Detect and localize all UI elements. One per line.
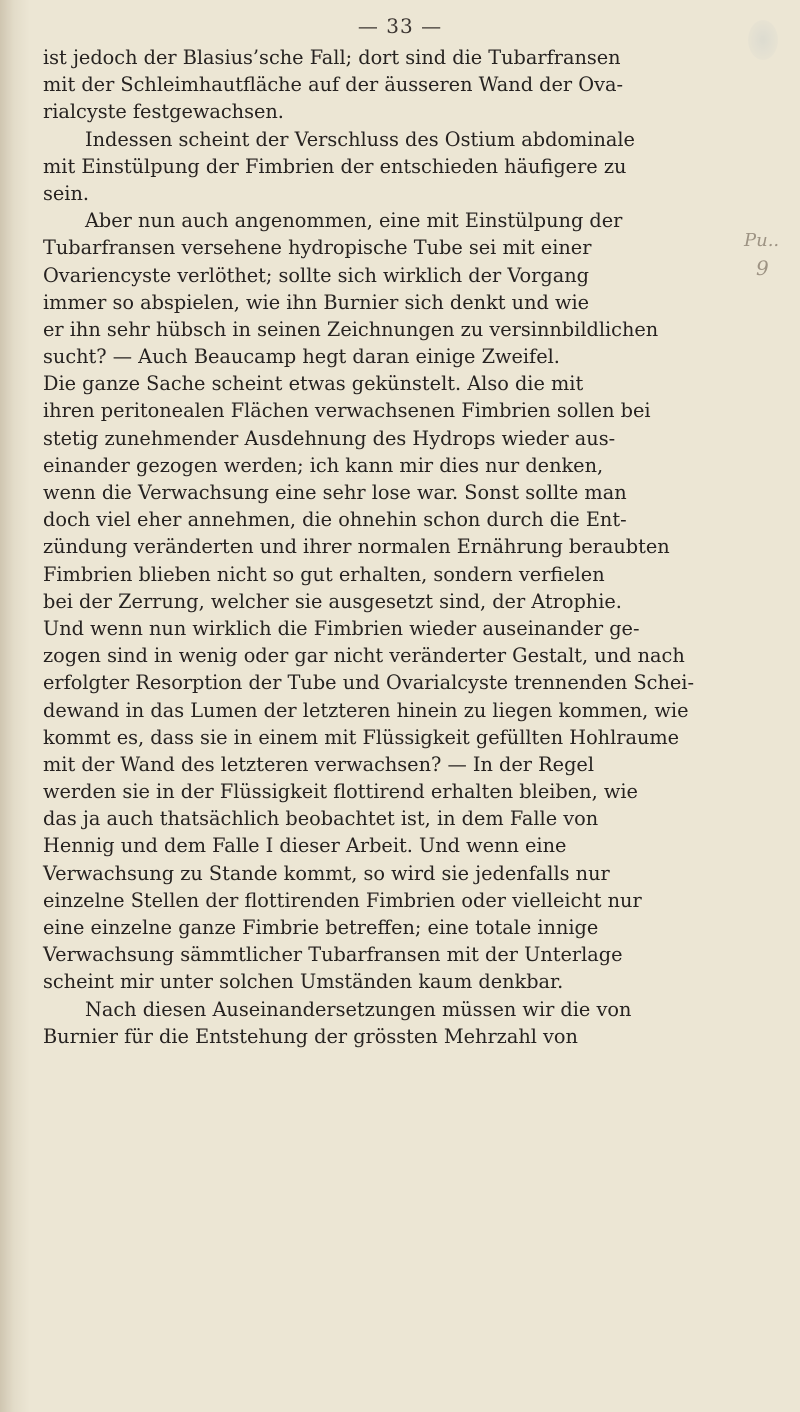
margin-annotation: Pu.. <box>744 230 780 251</box>
text-line: einzelne Stellen der flottirenden Fimbrien oder vielleicht nur <box>43 888 642 912</box>
text-line: Burnier für die Entstehung der grössten Mehrzahl von <box>43 1024 578 1048</box>
text-line: sucht? — Auch Beaucamp hegt daran einige Zweifel. <box>43 345 560 369</box>
margin-annotation: 9 <box>756 256 769 280</box>
text-line: Verwachsung sämmtlicher Tubarfransen mit der Unterlage <box>43 943 623 967</box>
text-line: einander gezogen werden; ich kann mir dies nur denken, <box>43 453 604 477</box>
text-line: ist jedoch der Blasius’sche Fall; dort sind die Tubarfransen <box>43 46 621 69</box>
text-line: kommt es, dass sie in einem mit Flüssigkeit gefüllten Hohlraume <box>43 725 680 749</box>
text-line: mit Einstülpung der Fimbrien der entschieden häufigere zu <box>43 154 627 178</box>
text-line: Tubarfransen versehene hydropische Tube sei mit einer <box>43 236 592 260</box>
text-line: Fimbrien blieben nicht so gut erhalten, sondern verfielen <box>43 562 605 586</box>
text-line: Indessen scheint der Verschluss des Ostium abdominale <box>85 127 635 151</box>
text-line: zogen sind in wenig oder gar nicht veränderter Gestalt, und nach <box>43 644 685 668</box>
text-line: stetig zunehmender Ausdehnung des Hydrops wieder aus- <box>43 426 616 450</box>
text-line: Ovariencyste verlöthet; sollte sich wirklich der Vorgang <box>43 263 589 287</box>
text-line: eine einzelne ganze Fimbrie betreffen; eine totale innige <box>43 916 599 939</box>
text-line: zündung veränderten und ihrer normalen Ernährung beraubten <box>43 535 670 559</box>
text-line: Verwachsung zu Stande kommt, so wird sie jedenfalls nur <box>43 861 610 885</box>
text-line: doch viel eher annehmen, die ohnehin schon durch die Ent- <box>43 508 627 532</box>
text-line: werden sie in der Flüssigkeit flottirend erhalten bleiben, wie <box>43 780 638 804</box>
text-line: erfolgter Resorption der Tube und Ovarialcyste trennenden Schei- <box>43 671 694 695</box>
text-line: wenn die Verwachsung eine sehr lose war. Sonst sollte man <box>43 481 627 504</box>
page-number: — 33 — <box>357 14 443 38</box>
text-line: das ja auch thatsächlich beobachtet ist, in dem Falle von <box>43 807 599 831</box>
text-line: ihren peritonealen Flächen verwachsenen Fimbrien sollen bei <box>43 399 651 423</box>
text-line: Nach diesen Auseinandersetzungen müssen wir die von <box>85 997 632 1021</box>
text-line: Aber nun auch angenommen, eine mit Einstülpung der <box>85 209 623 233</box>
text-line: immer so abspielen, wie ihn Burnier sich denkt und wie <box>43 290 590 314</box>
text-line: Hennig und dem Falle I dieser Arbeit. Und wenn eine <box>43 834 567 858</box>
text-line: scheint mir unter solchen Umständen kaum denkbar. <box>43 970 564 994</box>
text-line: mit der Schleimhautfläche auf der äusseren Wand der Ova- <box>43 73 623 97</box>
text-line: er ihn sehr hübsch in seinen Zeichnungen zu versinnbildlichen <box>43 317 659 341</box>
text-line: Und wenn nun wirklich die Fimbrien wieder auseinander ge- <box>43 616 640 640</box>
text-line: sein. <box>43 181 90 205</box>
text-line: rialcyste festgewachsen. <box>43 100 284 124</box>
body-text <box>43 44 733 1050</box>
text-line: bei der Zerrung, welcher sie ausgesetzt sind, der Atrophie. <box>43 589 622 613</box>
text-line: dewand in das Lumen der letzteren hinein zu liegen kommen, wie <box>43 698 689 722</box>
text-line: Die ganze Sache scheint etwas gekünstelt. Also die mit <box>43 372 584 396</box>
text-line: mit der Wand des letzteren verwachsen? — In der Regel <box>43 752 594 776</box>
